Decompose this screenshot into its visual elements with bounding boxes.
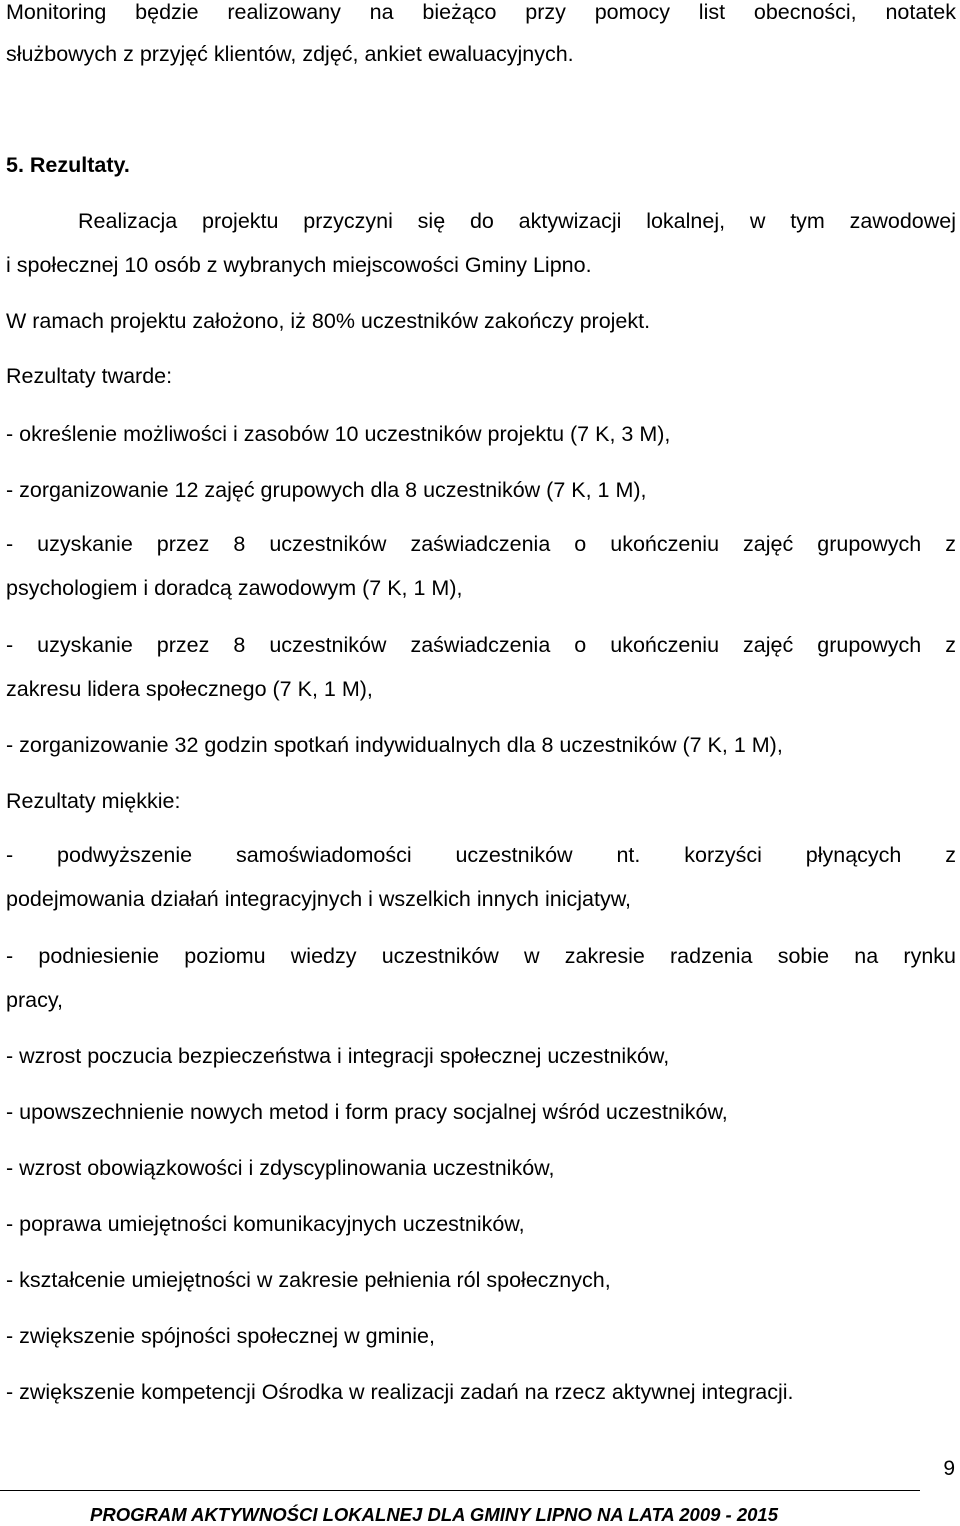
soft-result-item-8: - zwiększenie spójności społecznej w gminie, bbox=[6, 1324, 435, 1348]
soft-result-item-7: - kształcenie umiejętności w zakresie pełnienia ról społecznych, bbox=[6, 1268, 611, 1292]
assumption-text: W ramach projektu założono, iż 80% uczestników zakończy projekt. bbox=[6, 309, 651, 333]
soft-result-item-6: - poprawa umiejętności komunikacyjnych uczestników, bbox=[6, 1212, 525, 1236]
soft-result-item-2-line-1: - podniesienie poziomu wiedzy uczestników w zakresie radzenia sobie na rynku bbox=[6, 944, 956, 968]
soft-result-item-5: - wzrost obowiązkowości i zdyscyplinowania uczestników, bbox=[6, 1156, 555, 1180]
hard-result-item-3-line-2: psychologiem i doradcą zawodowym (7 K, 1 M), bbox=[6, 576, 463, 600]
intro-text-line-1: Realizacja projektu przyczyni się do aktywizacji lokalnej, w tym zawodowej bbox=[78, 209, 956, 233]
hard-result-item-4-line-2: zakresu lidera społecznego (7 K, 1 M), bbox=[6, 677, 373, 701]
soft-result-item-4: - upowszechnienie nowych metod i form pracy socjalnej wśród uczestników, bbox=[6, 1100, 728, 1124]
hard-results-heading: Rezultaty twarde: bbox=[6, 364, 173, 388]
footer-divider bbox=[0, 1490, 920, 1491]
soft-result-item-1-line-2: podejmowania działań integracyjnych i wszelkich innych inicjatyw, bbox=[6, 887, 632, 911]
monitoring-text-line-2: służbowych z przyjęć klientów, zdjęć, ankiet ewaluacyjnych. bbox=[6, 42, 574, 66]
hard-result-item-3-line-1: - uzyskanie przez 8 uczestników zaświadczenia o ukończeniu zajęć grupowych z bbox=[6, 532, 956, 556]
soft-result-item-1-line-1: - podwyższenie samoświadomości uczestników nt. korzyści płynących z bbox=[6, 843, 956, 867]
soft-result-item-3: - wzrost poczucia bezpieczeństwa i integracji społecznej uczestników, bbox=[6, 1044, 670, 1068]
hard-result-item-5: - zorganizowanie 32 godzin spotkań indywidualnych dla 8 uczestników (7 K, 1 M), bbox=[6, 733, 783, 757]
intro-text-line-2: i społecznej 10 osób z wybranych miejscowości Gminy Lipno. bbox=[6, 253, 592, 277]
section-heading: 5. Rezultaty. bbox=[6, 153, 130, 177]
soft-result-item-2-line-2: pracy, bbox=[6, 988, 63, 1012]
hard-result-item-1: - określenie możliwości i zasobów 10 uczestników projektu (7 K, 3 M), bbox=[6, 422, 671, 446]
monitoring-text-line-1: Monitoring będzie realizowany na bieżąco przy pomocy list obecności, notatek bbox=[6, 0, 956, 24]
footer-title: PROGRAM AKTYWNOŚCI LOKALNEJ DLA GMINY LIPNO NA LATA 2009 - 2015 bbox=[90, 1504, 778, 1525]
soft-results-heading: Rezultaty miękkie: bbox=[6, 789, 181, 813]
soft-result-item-9: - zwiększenie kompetencji Ośrodka w realizacji zadań na rzecz aktywnej integracji. bbox=[6, 1380, 794, 1404]
hard-result-item-2: - zorganizowanie 12 zajęć grupowych dla 8 uczestników (7 K, 1 M), bbox=[6, 478, 647, 502]
page-number: 9 bbox=[943, 1457, 955, 1480]
hard-result-item-4-line-1: - uzyskanie przez 8 uczestników zaświadczenia o ukończeniu zajęć grupowych z bbox=[6, 633, 956, 657]
